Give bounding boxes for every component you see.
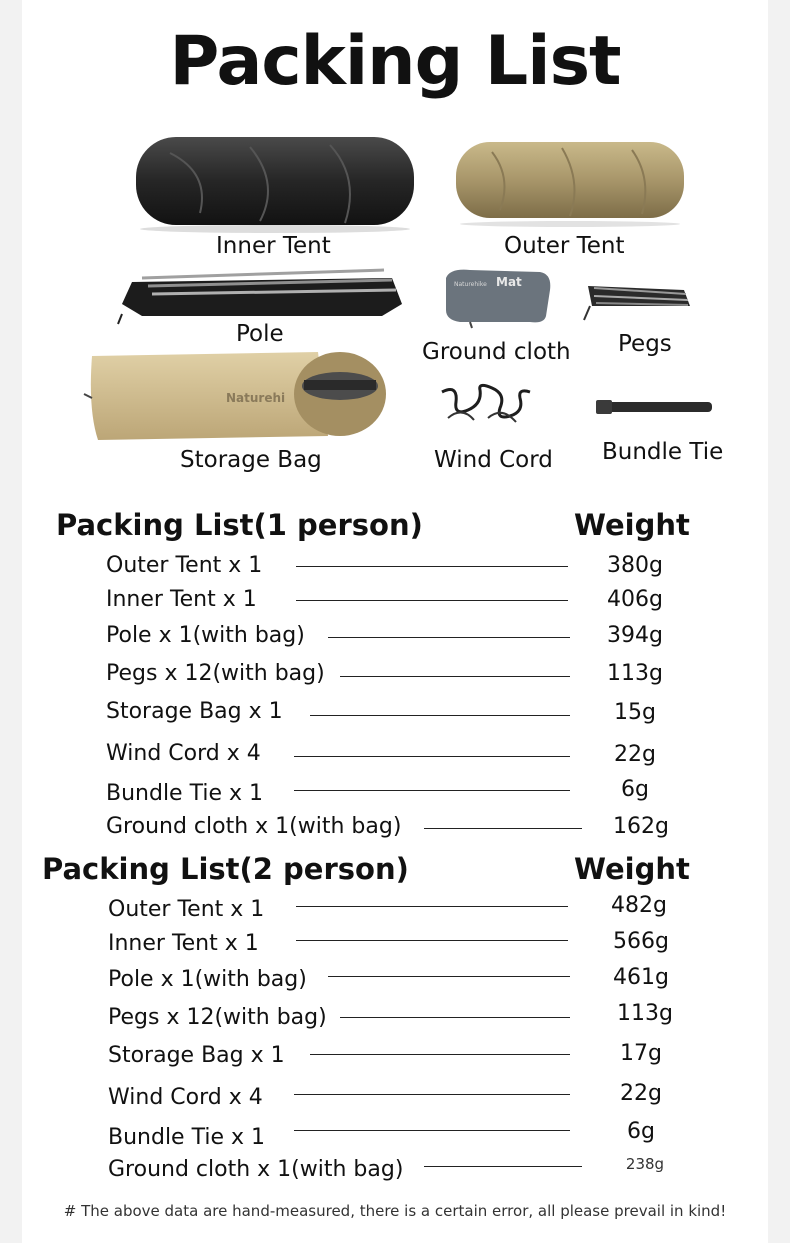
leader-line (294, 1094, 570, 1095)
leader-line (296, 906, 568, 907)
page-title: Packing List (169, 22, 621, 101)
inner-tent-image (130, 133, 420, 233)
pole-image (112, 264, 412, 328)
list2-item-name: Inner Tent x 1 (108, 931, 259, 956)
list2-item-name: Bundle Tie x 1 (108, 1125, 265, 1150)
wind-cord-image (438, 382, 534, 426)
list2-item-name: Pole x 1(with bag) (108, 967, 307, 992)
list1-item-weight: 113g (607, 661, 663, 686)
list1-item-weight: 394g (607, 623, 663, 648)
ground-cloth-mat-text: Mat (496, 275, 522, 289)
list2-item-name: Ground cloth x 1(with bag) (108, 1157, 404, 1182)
leader-line (296, 566, 568, 567)
outer-tent-label: Outer Tent (504, 233, 625, 259)
pole-label: Pole (236, 321, 284, 347)
bundle-tie-label: Bundle Tie (602, 439, 724, 465)
list2-item-weight: 566g (613, 929, 669, 954)
leader-line (310, 715, 570, 716)
list2-item-weight: 113g (617, 1001, 673, 1026)
list2-weight-heading: Weight (574, 852, 690, 886)
list2-heading: Packing List(2 person) (42, 852, 409, 886)
list2-item-weight: 22g (620, 1081, 662, 1106)
list1-weight-heading: Weight (574, 508, 690, 542)
leader-line (340, 1017, 570, 1018)
pegs-image (580, 276, 694, 322)
leader-line (424, 1166, 582, 1167)
leader-line (294, 756, 570, 757)
list1-item-weight: 162g (613, 814, 669, 839)
list2-item-name: Pegs x 12(with bag) (108, 1005, 327, 1030)
list1-item-name: Storage Bag x 1 (106, 699, 283, 724)
list2-item-weight: 482g (611, 893, 667, 918)
list1-item-weight: 6g (621, 777, 649, 802)
leader-line (296, 600, 568, 601)
storage-bag-image (78, 350, 388, 442)
ground-cloth-label: Ground cloth (422, 339, 571, 365)
list1-item-name: Outer Tent x 1 (106, 553, 263, 578)
storage-bag-brand-text: Naturehi (226, 391, 286, 405)
list1-item-name: Inner Tent x 1 (106, 587, 257, 612)
list1-item-weight: 380g (607, 553, 663, 578)
list2-item-name: Storage Bag x 1 (108, 1043, 285, 1068)
bundle-tie-image (592, 396, 716, 418)
list2-item-weight: 461g (613, 965, 669, 990)
pegs-label: Pegs (618, 331, 672, 357)
list1-item-name: Bundle Tie x 1 (106, 781, 263, 806)
list2-item-weight: 17g (620, 1041, 662, 1066)
leader-line (310, 1054, 570, 1055)
leader-line (328, 637, 570, 638)
inner-tent-label: Inner Tent (216, 233, 331, 259)
storage-bag-label: Storage Bag (180, 447, 322, 473)
list2-item-name: Outer Tent x 1 (108, 897, 265, 922)
list1-heading: Packing List(1 person) (56, 508, 423, 542)
list1-item-name: Pole x 1(with bag) (106, 623, 305, 648)
list1-item-weight: 22g (614, 742, 656, 767)
list1-item-name: Pegs x 12(with bag) (106, 661, 325, 686)
list2-item-name: Wind Cord x 4 (108, 1085, 263, 1110)
footnote: # The above data are hand-measured, there is a certain error, all please prevail in kind! (63, 1202, 727, 1220)
leader-line (294, 1130, 570, 1131)
ground-cloth-brand-text: Naturehike (454, 281, 487, 288)
leader-line (296, 940, 568, 941)
leader-line (294, 790, 570, 791)
outer-tent-image (452, 138, 688, 228)
leader-line (328, 976, 570, 977)
wind-cord-label: Wind Cord (434, 447, 553, 473)
leader-line (424, 828, 582, 829)
leader-line (340, 676, 570, 677)
list1-item-name: Wind Cord x 4 (106, 741, 261, 766)
ground-cloth-image (440, 264, 554, 328)
list2-item-weight: 238g (625, 1155, 665, 1173)
list1-item-weight: 406g (607, 587, 663, 612)
list1-item-name: Ground cloth x 1(with bag) (106, 814, 402, 839)
list2-item-weight: 6g (627, 1119, 655, 1144)
list1-item-weight: 15g (614, 700, 656, 725)
